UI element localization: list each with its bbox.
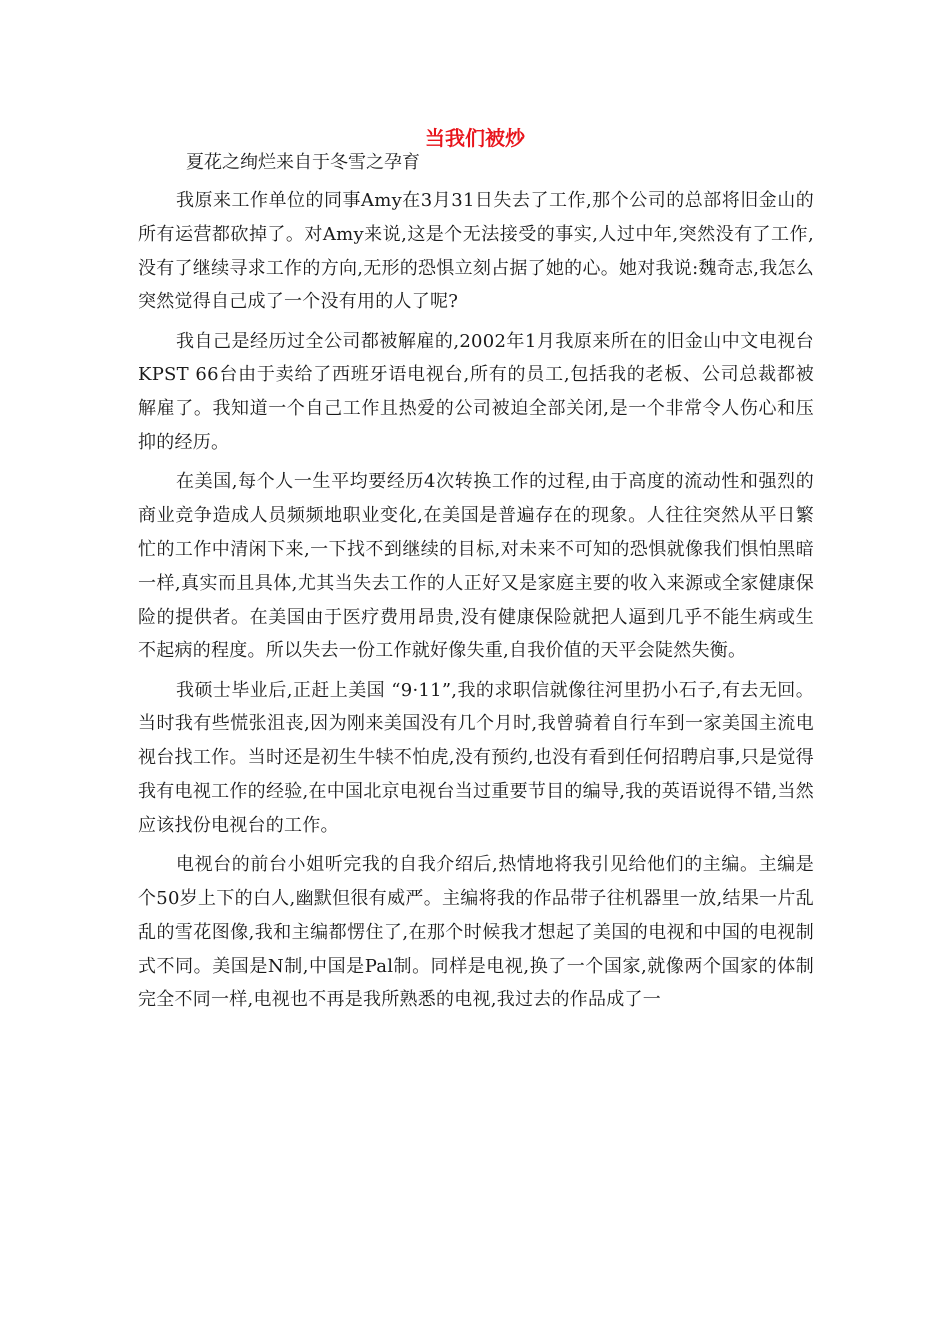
paragraph-2: 我自己是经历过全公司都被解雇的,2002年1月我原来所在的旧金山中文电视台KPST 66台由于卖给了西班牙语电视台,所有的员工,包括我的老板、公司总裁都被解雇了。我知道一个自己工作且热爱的公司被迫全部关闭,是一个非常令人伤心和压抑的经历。 (138, 330, 814, 454)
document-subtitle: 夏花之绚烂来自于冬雪之孕育 (186, 152, 420, 173)
paragraph-5: 电视台的前台小姐听完我的自我介绍后,热情地将我引见给他们的主编。主编是个50岁上下的白人,幽默但很有威严。主编将我的作品带子往机器里一放,结果一片乱乱的雪花图像,我和主编都愣住了,在那个时候我才想起了美国的电视和中国的电视制式不同。美国是N制,中国是Pal制。同样是电视,换了一个国家,就像两个国家的体制完全不同一样,电视也不再是我所熟悉的电视,我过去的作品成了一 (138, 854, 814, 1011)
document-title: 当我们被炒 (425, 126, 525, 150)
paragraph-1: 我原来工作单位的同事Amy在3月31日失去了工作,那个公司的总部将旧金山的所有运营都砍掉了。对Amy来说,这是个无法接受的事实,人过中年,突然没有了工作,没有了继续寻求工作的方向,无形的恐惧立刻占据了她的心。她对我说:魏奇志,我怎么突然觉得自己成了一个没有用的人了呢? (138, 190, 814, 313)
paragraph-4: 我硕士毕业后,正赶上美国 “9·11”,我的求职信就像往河里扔小石子,有去无回。当时我有些慌张沮丧,因为刚来美国没有几个月时,我曾骑着自行车到一家美国主流电视台找工作。当时还是初生牛犊不怕虎,没有预约,也没有看到任何招聘启事,只是觉得我有电视工作的经验,在中国北京电视台当过重要节目的编导,我的英语说得不错,当然应该找份电视台的工作。 (138, 679, 814, 836)
paragraph-3: 在美国,每个人一生平均要经历4次转换工作的过程,由于高度的流动性和强烈的商业竞争造成人员频频地职业变化,在美国是普遍存在的现象。人往往突然从平日繁忙的工作中清闲下来,一下找不到继续的目标,对未来不可知的恐惧就像我们惧怕黑暗一样,真实而且具体,尤其当失去工作的人正好又是家庭主要的收入来源或全家健康保险的提供者。在美国由于医疗费用昂贵,没有健康保险就把人逼到几乎不能生病或生不起病的程度。所以失去一份工作就好像失重,自我价值的天平会陡然失衡。 (138, 471, 814, 662)
document-body (138, 184, 814, 1023)
